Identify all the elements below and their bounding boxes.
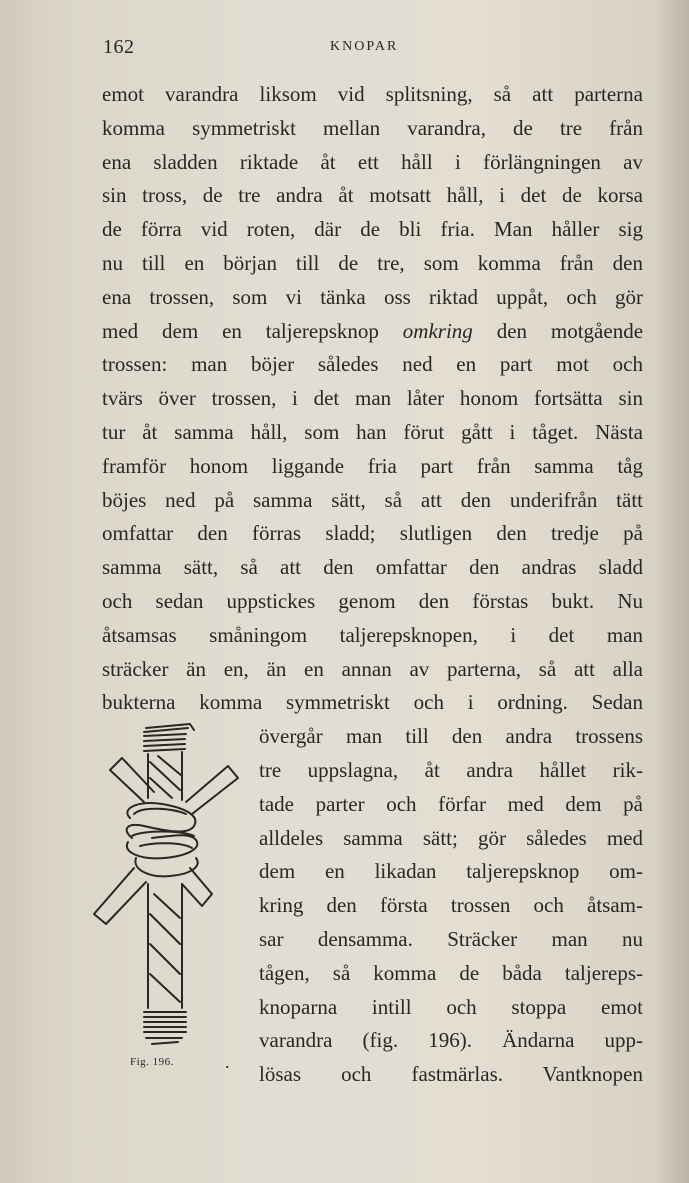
text-line: tade parter och förfar med dem på (259, 791, 643, 816)
text-line: sar densamma. Sträcker man nu (259, 926, 643, 951)
text-line: tvärs över trossen, i det man låter honom fortsätta sin (102, 386, 643, 411)
text-line: övergår man till den andra trossens (259, 724, 643, 749)
text-line: framför honom liggande fria part från samma tåg (102, 453, 643, 478)
text-line: ena sladden riktade åt ett håll i förlängningen av (102, 149, 643, 174)
caption-dot: . (225, 1052, 230, 1072)
text-line: böjes ned på samma sätt, så att den underifrån tätt (102, 487, 643, 512)
running-title: KNOPAR (330, 39, 399, 54)
emphasized-word: omkring (402, 318, 473, 343)
figure-caption: Fig. 196. (130, 1056, 174, 1068)
text-line-with-emphasis (102, 315, 643, 349)
text-line: kring den första trossen och åtsam- (259, 893, 643, 918)
text-line: trossen: man böjer således ned en part mot och (102, 352, 643, 377)
text-line: varandra (fig. 196). Ändarna upp- (259, 1028, 643, 1053)
text-line: sin tross, de tre andra åt motsatt håll, i det de korsa (102, 183, 643, 208)
text-line: knoparna intill och stoppa emot (259, 994, 643, 1019)
text-line: tre uppslagna, åt andra hållet rik- (259, 757, 643, 782)
text-line: lösas och fastmärlas. Vantknopen (259, 1062, 643, 1087)
text-line: åtsamsas småningom taljerepsknopen, i det man (102, 622, 643, 647)
text-line: bukterna komma symmetriskt och i ordning. Sedan (102, 690, 643, 715)
text-line: de förra vid roten, där de bli fria. Man håller sig (102, 217, 643, 242)
text-line: samma sätt, så att den omfattar den andras sladd (102, 555, 643, 580)
text-line: emot varandra liksom vid splitsning, så att parterna (102, 82, 643, 106)
text-segment: med dem en taljerepsknop (102, 318, 379, 343)
text-segment: den motgående (496, 318, 644, 343)
page-number: 162 (103, 36, 135, 58)
text-line: omfattar den förras sladd; slutligen den tredje på (102, 521, 643, 546)
text-line: dem en likadan taljerepsknop om- (259, 859, 643, 884)
text-line: tur åt samma håll, som han förut gått i tåget. Nästa (102, 419, 643, 444)
rope-knot-illustration (82, 718, 242, 1058)
text-line: och sedan uppstickes genom den förstas bukt. Nu (102, 588, 643, 613)
text-line: alldeles samma sätt; gör således med (259, 825, 643, 850)
text-line: ena trossen, som vi tänka oss riktad uppåt, och gör (102, 284, 643, 309)
text-line: komma symmetriskt mellan varandra, de tre från (102, 115, 643, 140)
text-line: sträcker än en, än en annan av parterna, så att alla (102, 656, 643, 681)
text-line: tågen, så komma de båda taljereps- (259, 960, 643, 985)
text-line: nu till en början till de tre, som komma från den (102, 250, 643, 275)
